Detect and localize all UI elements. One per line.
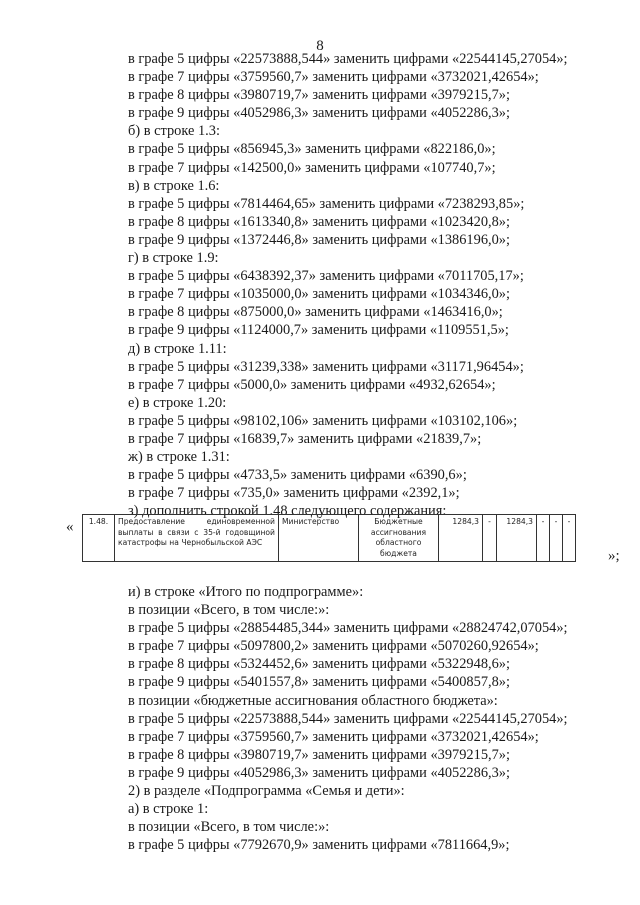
text-line: в графе 9 цифры «1372446,8» заменить цифрами «1386196,0»; <box>128 231 510 248</box>
text-line: д) в строке 1.11: <box>128 340 227 357</box>
text-line: в) в строке 1.6: <box>128 177 220 194</box>
row-col7: 1284,3 <box>497 515 537 562</box>
inserted-row-table <box>82 514 576 562</box>
amendments-bottom <box>128 583 628 854</box>
text-line: ж) в строке 1.31: <box>128 449 230 466</box>
table-row <box>83 515 576 562</box>
text-line: в графе 7 цифры «142500,0» заменить цифрами «107740,7»; <box>128 159 496 176</box>
row-description: Предоставление единовременной выплаты в связи с 35-й годовщиной катастрофы на Чернобыльской АЭС <box>115 515 279 562</box>
text-line: в позиции «Всего, в том числе:»: <box>128 602 330 619</box>
text-line: в графе 5 цифры «856945,3» заменить цифрами «822186,0»; <box>128 141 496 158</box>
text-line: в графе 8 цифры «5324452,6» заменить цифрами «5322948,6»; <box>128 656 510 673</box>
row-col5: 1284,3 <box>439 515 483 562</box>
row-col10: - <box>563 515 576 562</box>
text-line: в графе 7 цифры «5097800,2» заменить цифрами «5070260,92654»; <box>128 638 539 655</box>
page-number: 8 <box>316 38 324 54</box>
text-line: в графе 9 цифры «5401557,8» заменить цифрами «5400857,8»; <box>128 674 510 691</box>
text-line: в позиции «бюджетные ассигнования областного бюджета»: <box>128 692 498 709</box>
text-line: в графе 9 цифры «4052986,3» заменить цифрами «4052286,3»; <box>128 764 510 781</box>
text-line: в графе 8 цифры «3980719,7» заменить цифрами «3979215,7»; <box>128 746 510 763</box>
text-line: в графе 7 цифры «735,0» заменить цифрами «2392,1»; <box>128 485 460 502</box>
text-line: в графе 7 цифры «5000,0» заменить цифрами «4932,62654»; <box>128 376 496 393</box>
text-line: в графе 7 цифры «16839,7» заменить цифрами «21839,7»; <box>128 430 482 447</box>
text-line: в графе 9 цифры «4052986,3» заменить цифрами «4052286,3»; <box>128 105 510 122</box>
text-line: в графе 8 цифры «3980719,7» заменить цифрами «3979215,7»; <box>128 87 510 104</box>
text-line: г) в строке 1.9: <box>128 250 219 267</box>
row-col6: - <box>483 515 497 562</box>
text-line: в графе 9 цифры «1124000,7» заменить цифрами «1109551,5»; <box>128 322 509 339</box>
amendments-top <box>128 50 628 520</box>
text-line: в графе 5 цифры «22573888,544» заменить цифрами «22544145,27054»; <box>128 710 568 727</box>
text-line: в графе 7 цифры «3759560,7» заменить цифрами «3732021,42654»; <box>128 728 539 745</box>
text-line: в графе 7 цифры «3759560,7» заменить цифрами «3732021,42654»; <box>128 69 539 86</box>
text-line: 2) в разделе «Подпрограмма «Семья и дети»: <box>128 783 405 800</box>
row-col8: - <box>537 515 550 562</box>
text-line: в графе 5 цифры «31239,338» заменить цифрами «31171,96454»; <box>128 358 524 375</box>
closing-quote: »; <box>608 548 620 564</box>
text-line: в графе 5 цифры «28854485,344» заменить цифрами «28824742,07054»; <box>128 620 568 637</box>
text-line: в графе 5 цифры «98102,106» заменить цифрами «103102,106»; <box>128 412 518 429</box>
row-executor: Министерство <box>279 515 359 562</box>
text-line: в графе 5 цифры «4733,5» заменить цифрами «6390,6»; <box>128 467 467 484</box>
row-funding-source: Бюджетные ассигнования областного бюджета <box>359 515 439 562</box>
text-line: в графе 5 цифры «7792670,9» заменить цифрами «7811664,9»; <box>128 837 510 854</box>
opening-quote: « <box>66 519 74 535</box>
text-line: а) в строке 1: <box>128 801 209 818</box>
text-line: е) в строке 1.20: <box>128 394 227 411</box>
text-line: в графе 5 цифры «6438392,37» заменить цифрами «7011705,17»; <box>128 268 524 285</box>
row-col9: - <box>550 515 563 562</box>
text-line: б) в строке 1.3: <box>128 123 220 140</box>
row-number: 1.48. <box>83 515 115 562</box>
text-line: в графе 5 цифры «22573888,544» заменить цифрами «22544145,27054»; <box>128 51 568 67</box>
text-line: в графе 5 цифры «7814464,65» заменить цифрами «7238293,85»; <box>128 195 525 212</box>
text-line: в позиции «Всего, в том числе:»: <box>128 819 330 836</box>
text-line: и) в строке «Итого по подпрограмме»: <box>128 584 364 600</box>
text-line: в графе 8 цифры «1613340,8» заменить цифрами «1023420,8»; <box>128 213 510 230</box>
text-line: в графе 7 цифры «1035000,0» заменить цифрами «1034346,0»; <box>128 286 510 303</box>
text-line: в графе 8 цифры «875000,0» заменить цифрами «1463416,0»; <box>128 304 503 321</box>
text-line: з) дополнить строкой 1.48 следующего содержания: <box>128 503 447 520</box>
